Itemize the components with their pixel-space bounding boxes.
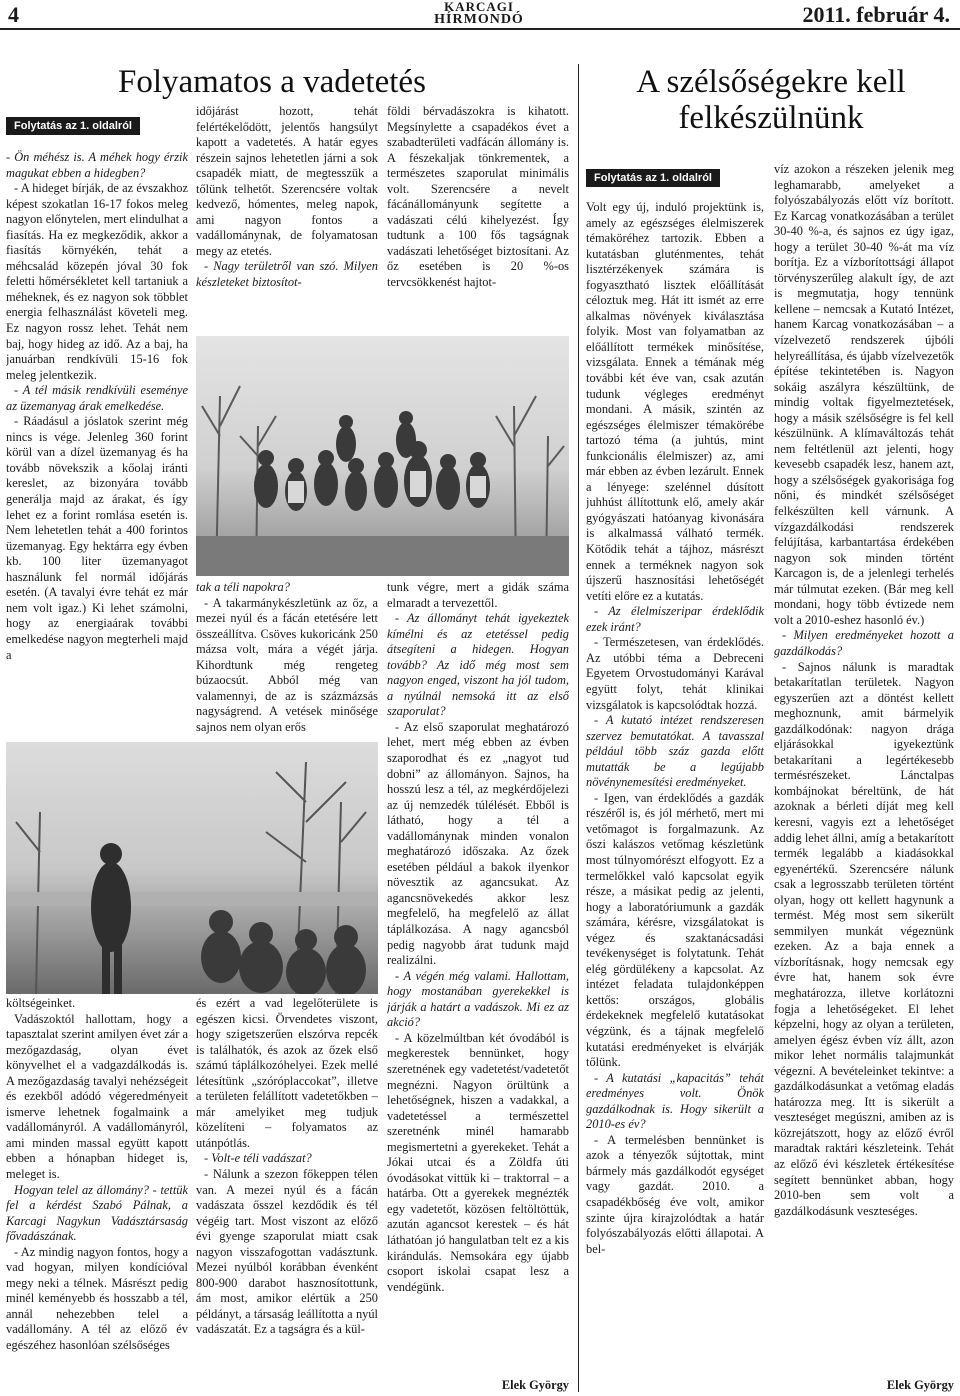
children-group-photo-image [196,336,569,576]
logo-bottom: HÍRMONDÓ [434,12,524,27]
paragraph: - Ráadásul a jóslatok szerint még nincs is vége. Jelenleg 360 forint körül van a dízel üzemanyag és ha tovább növekszik a kőolaj iránti kereslet, az bizonyára tovább generálja majd az árakat, és így lehet ez a forint romlása esetén is. Nem lehetetlen tehát a 400 forintos üzemanyag. Egy hektárra egy évben kb. 100 liter üzemanyagot használunk fel normál időjárás esetén. (A tavalyi évre tehát ez már nem volt igaz.) Ki lehet számolni, hogy az energiaárak további emelkedése nagyon megterheli majd a [6,414,188,662]
article1-col2-mid [196,580,378,740]
article1-col3-bottom [387,580,569,1390]
paragraph: - Az első szaporulat meghatározó lehet, mert még ebben az évben szaporodhat és ez „nagyot tud dobni” az állományon. Sajnos, ha hosszú lesz a tél, az megkérdőjelezi az új nemzedék túlélését. Ebből is látható, hogy a tél a vadállománynak minden vonalon meghatározó időszaka. Az őzek esetében például a bakok ilyenkor növesztik az agancsukat. Az agancsnövekedés akkor lesz megfelelő, ha megfelelő az állat táplálkozása. A nagy agancsból pedig nagyobb árat tudunk majd realizálni. [387,719,569,968]
paragraph: - A tél másik rendkívüli eseménye az üzemanyag árak emelkedése. [6,383,188,413]
article1-author: Elek György [501,1378,569,1392]
paragraph: - A közelmúltban két óvodából is megkerestek bennünket, hogy szeretnének egy vadetetést/vadetetőt megnézni. Nagyon örültünk a lehetőségnek, hiszen a vadakkal, a vadetetéssel a természettel szeretnénk minél hamarabb megismertetni a gyerekeket. Tehát a Jókai utcai és a Zöldfa úti óvodásokat vittük ki – traktorral – a határba. Ott a gyerekek megnézték egy vadetetőt, közösen feltöltöttük, azután agancsot kerestek – és hát láthatóan jó hangulatban telt ez a kis kirándulás. Nemsokára egy újabb csoport iskolai csapat lesz a vendégünk. [387,1030,569,1294]
article1-continuation [6,116,188,135]
paragraph: Hogyan telel az állomány? - tettük fel a kérdést Szabó Pálnak, a Karcagi Nagykun Vadásztársaság fővadászának. [6,1182,188,1244]
paragraph: - Volt-e téli vadászat? [204,1151,312,1166]
newspaper-logo [424,0,534,26]
paragraph: - Nagy területről van szó. Milyen készleteket biztosítot- [196,259,378,290]
continuation-tag: Folytatás az 1. oldalról [6,117,140,135]
paragraph: - A hideget bírják, de az évszakhoz képest szokatlan 16-17 fokos meleg nagyon előnytelen, mert elindulhat a fiasítás. Ha ez megkeződik, akkor a fiasítás környékén, tehát a méhcsalád közepén jóval 30 fok feletti hőmérsékletet kell tartaniuk a méheknek, és ez nagyon sok többlet energia felhasználást követeli meg. Ez nagyon rossz lehet. Tehát nem baj, hogy hideg az idő. Az a baj, ha januárban rendkívüli 15-16 fok meleg jelentkezik. [6,181,188,382]
paragraph: - Ön méhész is. A méhek hogy érzik magukat ebben a hidegben? [6,150,188,180]
article2-col1 [586,200,764,1394]
paragraph: víz azokon a részeken jelenik meg leghamarabb, amelyeket a folyószabályozás előtt víz borított. Ez Karcag vonatkozásában a terület 30-40 %-a, és sajnos ez úgy igaz, hogy a terület 30-40 %-át ma víz borítja. Ez a vízborítottsági állapot törvényszerűleg alakult így, de azt is megmutatja, hogy tennünk kellene – nemcsak a Kutató Intézet, hanem Karcag vonatkozásában – a vízelvezető rendszerek újbóli helyreállítása, és újabb vízelvezetők építése tekintetében is. Nagyon sokáig aszályra készültünk, de mindig voltak figyelmeztetések, hogy a másik szélsőségre is fel kell készülnünk. A klímaváltozás tehát nem feltétlenül azt jelenti, hogy kevesebb csapadék lesz, hanem azt, hogy a szélsőségek gyakorisága fog nőni, és mindkét szélsőséget felkészülten kell várnunk. A vízgazdálkodási rendszerek felújítása, karbantartása érdekében nagyon sok minden történt Karcagon is, de a jelenlegi terhelés már túlmutat ezeken. (Bár meg kell mondani, hogy több évtizede nem volt a 2010-eshez hasonló év.) [774,162,954,627]
paragraph: - Sajnos nálunk is maradtak betakarítatlan területek. Nagyon egyszerűen azt a döntést kellett meghoznunk, amit bármelyik gazdálkodónak: nagyon drága eljárásokkal igyekeztünk betakarítani a legértékesebb termésrészeket. Lánctalpas kombájnokat béreltünk, de hát azoknak a bérleti díját meg kell keresni, vagyis ezt a lehetőséget addig lehet állni, amíg a betakarított termék legalább a kiadásokkal egyenértékű. Szerencsére nálunk csak a legrosszabb területen történt olyan, hogy ott kellett hagynunk a termést. Még most sem sikerült semmilyen munkát végeznünk ezeken. Az a baja ennek a vízborításnak, hogy nemcsak egy évre hat, hanem sok évre meghatározza, illetve korlátozni fogja a lehetőségeket. El lehet képzelni, hogy az olyan a területen, amelyen égész évben víz állt, azon mikor lehet normális talajmunkát végezni. A bevételeinket tekintve: a gazdálkodásunkat a vetőmag eladás határozza meg. Itt is sikerült a veszteséget megúszni, amiben az is közrejátszott, hogy az előző évről maradtak raktári készleteink. Tehát az előző évi készletek értékesítése segített bennünket abban, hogy 2010-ben sem volt a gazdálkodásunk veszteséges. [774,659,954,1218]
paragraph: földi bérvadászokra is kihatott. Megsínylette a csapadékos évet a szabadterületi vadfácán állomány is. A fészekaljak tönkrementek, a természetes szaporulat minimális volt. Szerencsére a nevelt fácánállományunk segítette a vadászati célú kihelyezést. Így tudtunk a 100 fős tagságnak vadászati lehetőséget biztosítani. Az őz esetében is 20 %-os tervcsökkenést hajtot- [387,104,569,290]
paragraph: - Az mindig nagyon fontos, hogy a vad hogyan, milyen kondícióval megy neki a télnek. Másrészt pedig minél keményebb és hosszabb a tél, annál nehezebben telel a vadállomány. A tél az előző év egészéhez hasonlóan szélsőséges [6,1244,188,1353]
paragraph: Vadászoktól hallottam, hogy a tapasztalat szerint amilyen évet zár a mezőgazdaság, olyan évet könyvelhet el a vadgazdálkodás is. A mezőgazdaság tavalyi nehézségeit és ezekből adódó végeredményeit ismerve lehetnek fogalmaink a vadállományról. A vadállományról, ami minden massal együtt kapott ebben a hónapban hideget is, meleget is. [6,1011,188,1182]
hunter-photo-image [6,742,378,994]
masthead-rule [0,28,960,30]
paragraph: - A végén még valami. Hallottam, hogy mostanában gyerekekkel is járják a határt a vadászok. Mi ez az akció? [387,968,569,1030]
hunter-with-children-photo [6,742,378,994]
article1-title: Folyamatos a vadetetés [118,64,426,100]
article1-col2-top [196,104,378,334]
article1-col1-top [6,150,188,810]
publication-date: 2011. február 4. [802,2,950,27]
page-number: 4 [8,2,19,27]
article1-col2-bottom [196,996,378,1391]
paragraph: - A termelésben bennünket is azok a tényezők sújtottak, mint bármely más gazdálkodót egységet vagy gazdát. 2010. a csapadékbőség éve volt, amikor szinte újra kirajzolódtak a határ folyószabályozás előtti állapotai. A bel- [586,1132,764,1256]
article2-title [586,64,956,136]
paragraph: - A kutató intézet rendszeresen szervez bemutatókat. A tavasszal például több száz gazda előtt mutatták be a legújabb növénynemesítési eredményeket. [586,713,764,790]
paragraph: - A takarmánykészletünk az őz, a mezei nyúl és a fácán etetésére lett összeállítva. Csöves kukoricánk 250 mázsa volt, mára a végét járja. Kihordtunk még rengeteg búzaocsút. Abból még van valamennyi, de az is százmázsás nagyságrend. A vetések minősége sajnos nem olyan erős [196,595,378,734]
paragraph: időjárást hozott, tehát felértékelődött, jelentős hangsúlyt kapott a vadetetés. A határ egyes részein sajnos lehetetlen járni a sok csapadék miatt, de megtesszük a tőlünk telhetőt. Szerencsére voltak kedvező, hómentes, meleg napok, ami nagyon fontos a vadállománynak, de folyamatosan megy az etetés. [196,104,378,258]
paragraph: tunk végre, mert a gidák száma elmaradt a tervezettől. [387,580,569,610]
paragraph: - Igen, van érdeklődés a gazdák részéről is, és jól mérhető, mert mi vetőmagot is forgalmazunk. Az őszi kalászos vetőmag készletünk most túlnyomórészt elfogyott. Ez a termelőkkel való kapcsolat egyik része, a másikat pedig az jelenti, hogy a laboratóriumunk a gazdák számára, kérésre, vizsgálatokat is végez és szaktanácsadási tevékenységet is folytatunk. Tehát elég gördülékeny a kapcsolat. Az intézet feladata tulajdonképpen kettős: országos, globális érdekeknek megfelelő kutatásokat végzünk, és a tájnak megfelelő kutatási eredményeket is elvárják tőlünk. [586,790,764,1070]
article-divider [578,64,579,1392]
paragraph: - Az állományt tehát igyekeztek kímélni és az etetéssel pedig átsegíteni a hidegen. Hogyan tovább? Az idő még most sem nagyon enged, viszont ha jól tudom, a nyúlnál nemsoká itt az első szaporulat? [387,611,569,719]
article2-continuation [586,168,764,187]
article2-title-line1: A szélsőségekre kell [636,64,906,100]
article2-title-line2: felkészülnünk [678,100,864,136]
paragraph: - Milyen eredményeket hozott a gazdálkodás? [774,628,954,658]
paragraph: tak a téli napokra? [196,580,290,594]
paragraph: - Nálunk a szezon főkeppen télen van. A mezei nyúl és a fácán vadászata ősszel kezdődik és tél végéig tart. Most viszont az előző évi gyenge szaporulat miatt csak nagyon visszafogottan vadásztunk. Mezei nyúlból korábban évenként 800-900 darabot hasznosítottunk, ám most, amikor elértük a 250 példányt, a társaság leállította a nyúl vadászatát. Ez a tagságra és a kül- [196,1167,378,1337]
paragraph: és ezért a vad legelőterülete is egészen kicsi. Örvendetes viszont, hogy szigetszerűen elszórva repcék is találhatók, és azok az őzek első számú táplálkozóhelyei. Ezek mellé létesítünk „szóróplaccokat”, illetve a területen felállított vadetetőkben – már amelyiket meg tudjuk közelíteni – folyamatos az utánpótlás. [196,996,378,1150]
paragraph: - A kutatási „kapacitás” tehát eredményes volt. Önök gazdálkodnak is. Hogy sikerült a 2010-es év? [586,1070,764,1132]
article1-col3-top [387,104,569,334]
paragraph: - Természetesen, van érdeklődés. Az utóbbi téma a Debreceni Egyetem Orvostudományi Karával együtt folyt, tehát klinikai vizsgálatok is kapcsolódtak hozzá. [586,635,764,712]
article2-author: Elek György [886,1378,954,1392]
article2-col2 [774,162,954,1372]
paragraph: - Az élelmiszeripar érdeklődik ezek iránt? [586,604,764,634]
logo-top: KARCAGI [444,0,514,14]
paragraph: költségeinket. [6,996,76,1010]
paragraph: Volt egy új, induló projektünk is, amely az egészséges élelmiszerek témaköréhez tartozik. Ebben a kutatásban gluténmentes, tehát lisztérzékenyek számára is fogyasztható lisztek előállítását céloztuk meg. Hát itt ismét az erre alkalmas növények kiválasztása folyik. Most van folyamatban az előállított termékek minősítése, vizsgálata. Ennek a témának még további két éve van, csak azután tudunk végleges eredményt mondani. A másik, szintén az egészséges élelmiszer témakörébe tartozó téma (a juhtús, mint funkcionális élelmiszer) az, ami már ebben az évben lezárult. Ennek a lényege: szelénnel dúsított juhhúst állítottunk elő, amely akár gyógyászati hatóanyag kivonására is alkalmassá válható termék. Kötődik tehát a tájhoz, másrészt ennek a terméknek nagyon sok újszerű hasznosítási lehetőségét vetíti előre ez a kutatás. [586,200,764,603]
children-field-trip-photo [196,336,569,576]
continuation-tag-2: Folytatás az 1. oldalról [586,169,720,187]
article1-col1-bottom [6,996,188,1391]
